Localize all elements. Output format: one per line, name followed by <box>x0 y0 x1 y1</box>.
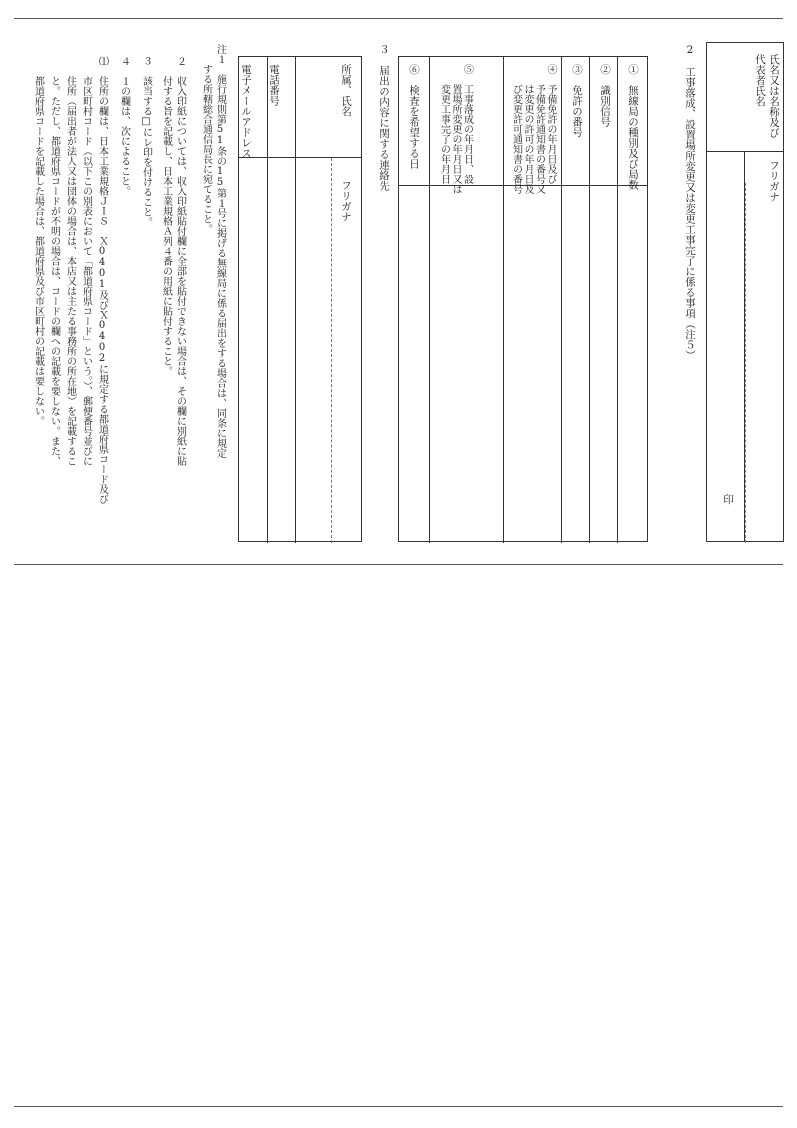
row-2-label: ② 識別信号 <box>599 64 611 127</box>
furigana-label: フリガナ <box>768 160 780 202</box>
note-2b: 付する旨を記載し、日本工業規格Ａ列４番の用紙に貼付すること。 <box>160 56 172 376</box>
note-4-1a: ⑴ 住所の欄は、日本工業規格ＪＩＳ Ｘ0401及びＸ0402に規定する都道府県コード及び <box>96 56 108 504</box>
note-4: ４ １の欄は、次によること。 <box>118 56 130 196</box>
name-label-2: 代表者氏名 <box>754 54 766 107</box>
note-4-1d: と。ただし、都道府県コードが不明の場合は、コードの欄への記載を要しない。また、 <box>48 56 60 466</box>
seal-mark: 印 <box>722 494 734 505</box>
section-3-title: ３ 届出の内容に関する連絡先 <box>378 44 390 191</box>
note-2a: ２ 収入印紙については、収入印紙貼付欄に全部を貼付できない場合は、その欄に別紙に貼 <box>174 56 186 466</box>
section-2-title: 2 工事落成、設置場所変更又は変更工事完了に係る事項（注５） <box>684 44 696 361</box>
row-3-label: ③ 免許の番号 <box>571 64 583 138</box>
row-5-label: ⑤ 工事落成の年月日、設 置場所変更の年月日又は 変更工事完了の年月日 <box>438 64 473 194</box>
phone-label: 電話番号 <box>268 64 280 106</box>
note-4-1e: 都道府県コードを記載した場合は、都道府県及び市区町村の記載は要しない。 <box>32 56 44 426</box>
row-6-label: ⑥ 検査を希望する日 <box>408 64 420 169</box>
row-4-label: ④ 予備免許の年月日及び 予備免許通知書の番号又 は変更の許可の年月日及 び変更許可通知書の番号 <box>510 64 556 194</box>
row-1-label: ① 無線局の種別及び局数 <box>627 64 639 190</box>
contact-furigana: フリガナ <box>340 180 352 222</box>
note-1b: する所轄総合通信局長に宛てること。 <box>200 44 212 234</box>
email-label: 電子メールアドレス <box>240 64 252 159</box>
name-label-1: 氏名又は名称及び <box>768 54 780 138</box>
note-1a: 注１ 施行規則第51条の15第１号に掲げる無線局に係る届出をする場合は、同条に規定 <box>214 44 226 458</box>
contact-table <box>238 56 362 542</box>
note-4-1c: 住所（届出者が法人又は団体の場合は、本店又は主たる事務所の所在地）を記載するこ <box>64 56 76 466</box>
note-4-1b: 市区町村コード（以下この別表において「都道府県コード」という。）、郵便番号並びに <box>80 56 92 466</box>
note-3: ３ 該当する□にレ印を付けること。 <box>140 56 152 227</box>
affiliation-label: 所属、氏名 <box>340 64 352 117</box>
